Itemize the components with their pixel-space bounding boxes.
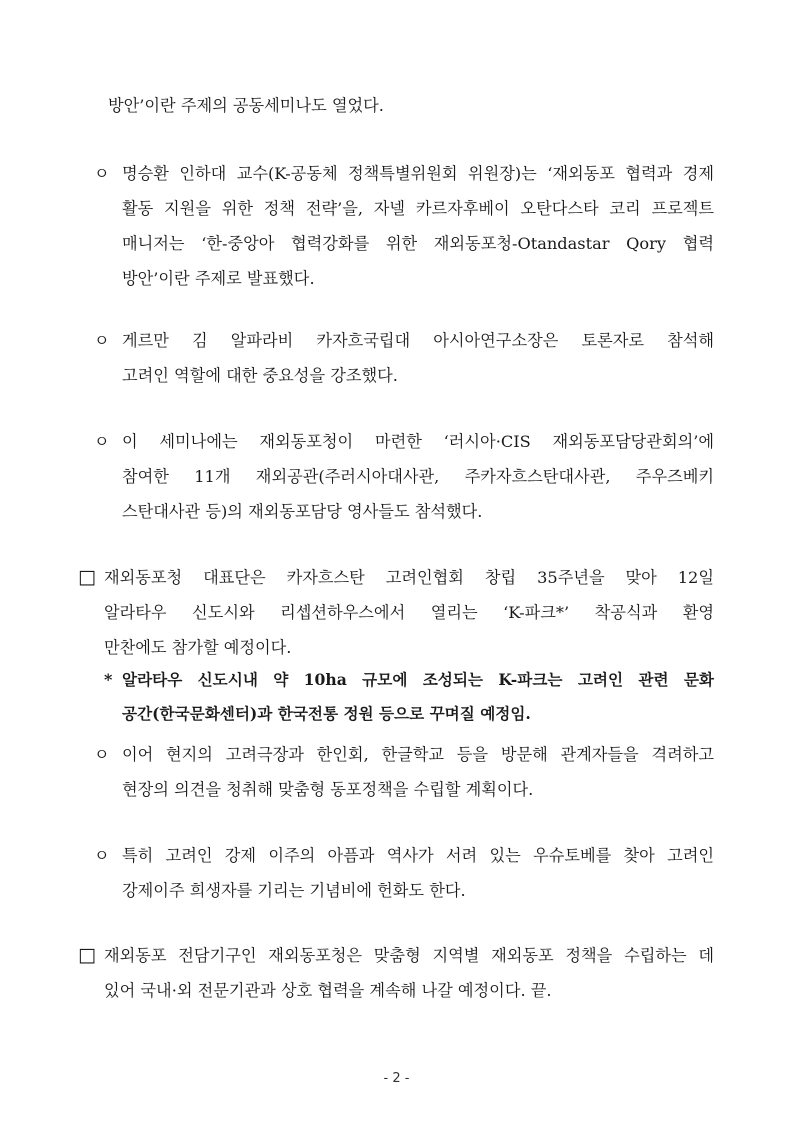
- item5-line-2: 강제이주 희생자를 기리는 기념비에 헌화도 한다.: [122, 881, 466, 900]
- bullet-circle: ㅇ: [94, 745, 110, 764]
- bullet-circle: ㅇ: [94, 331, 110, 350]
- item4-line-1: 이어 현지의 고려극장과 한인회, 한글학교 등을 방문해 관계자들을 격려하고: [122, 745, 714, 764]
- bullet-square: □: [78, 944, 96, 966]
- item2-line-1: 게르만 김 알파라비 카자흐국립대 아시아연구소장은 토론자로 참석해: [122, 331, 714, 350]
- item1-line-4: 방안’이란 주제로 발표했다.: [122, 269, 315, 288]
- item1-line-2: 활동 지원을 위한 정책 전략’을, 자넬 카르자후베이 오탄다스타 코리 프로젝트: [122, 199, 714, 218]
- item1-line-3: 매니저는 ‘한-중앙아 협력강화를 위한 재외동포청-Otandastar Qory 협력: [122, 234, 714, 253]
- item3-line-3: 스탄대사관 등)의 재외동포담당 영사들도 참석했다.: [122, 502, 483, 521]
- bullet-asterisk: *: [104, 670, 113, 689]
- bullet-circle: ㅇ: [94, 432, 110, 451]
- note-line-1: 알라타우 신도시내 약 10ha 규모에 조성되는 K-파크는 고려인 관련 문화: [122, 670, 714, 689]
- item3-line-1: 이 세미나에는 재외동포청이 마련한 ‘러시아·CIS 재외동포담당관회의’에: [122, 432, 714, 451]
- section2-line-2: 알라타우 신도시와 리셉션하우스에서 열리는 ‘K-파크*’ 착공식과 환영: [104, 603, 714, 622]
- item4-line-2: 현장의 의견을 청취해 맞춤형 동포정책을 수립할 계획이다.: [122, 780, 534, 799]
- item3-line-2: 참여한 11개 재외공관(주러시아대사관, 주카자흐스탄대사관, 주우즈베키: [122, 467, 714, 486]
- section3-line-2: 있어 국내·외 전문기관과 상호 협력을 계속해 나갈 예정이다. 끝.: [104, 981, 552, 1000]
- section2-line-1: 재외동포청 대표단은 카자흐스탄 고려인협회 창립 35주년을 맞아 12일: [104, 568, 714, 587]
- section2-line-3: 만찬에도 참가할 예정이다.: [104, 638, 292, 657]
- section3-line-1: 재외동포 전담기구인 재외동포청은 맞춤형 지역별 재외동포 정책을 수립하는 데: [104, 946, 714, 965]
- bullet-square: □: [78, 566, 96, 588]
- item1-line-1: 명승환 인하대 교수(K-공동체 정책특별위원회 위원장)는 ‘재외동포 협력과 경제: [122, 164, 714, 183]
- page-number: - 2 -: [383, 1071, 410, 1086]
- item5-line-1: 특히 고려인 강제 이주의 아픔과 역사가 서려 있는 우슈토베를 찾아 고려인: [122, 846, 714, 865]
- bullet-circle: ㅇ: [94, 164, 110, 183]
- item2-line-2: 고려인 역할에 대한 중요성을 강조했다.: [122, 366, 398, 385]
- intro-line-1: 방안’이란 주제의 공동세미나도 열었다.: [108, 96, 384, 115]
- bullet-circle: ㅇ: [94, 846, 110, 865]
- note-line-2: 공간(한국문화센터)과 한국전통 정원 등으로 꾸며질 예정임.: [122, 704, 531, 723]
